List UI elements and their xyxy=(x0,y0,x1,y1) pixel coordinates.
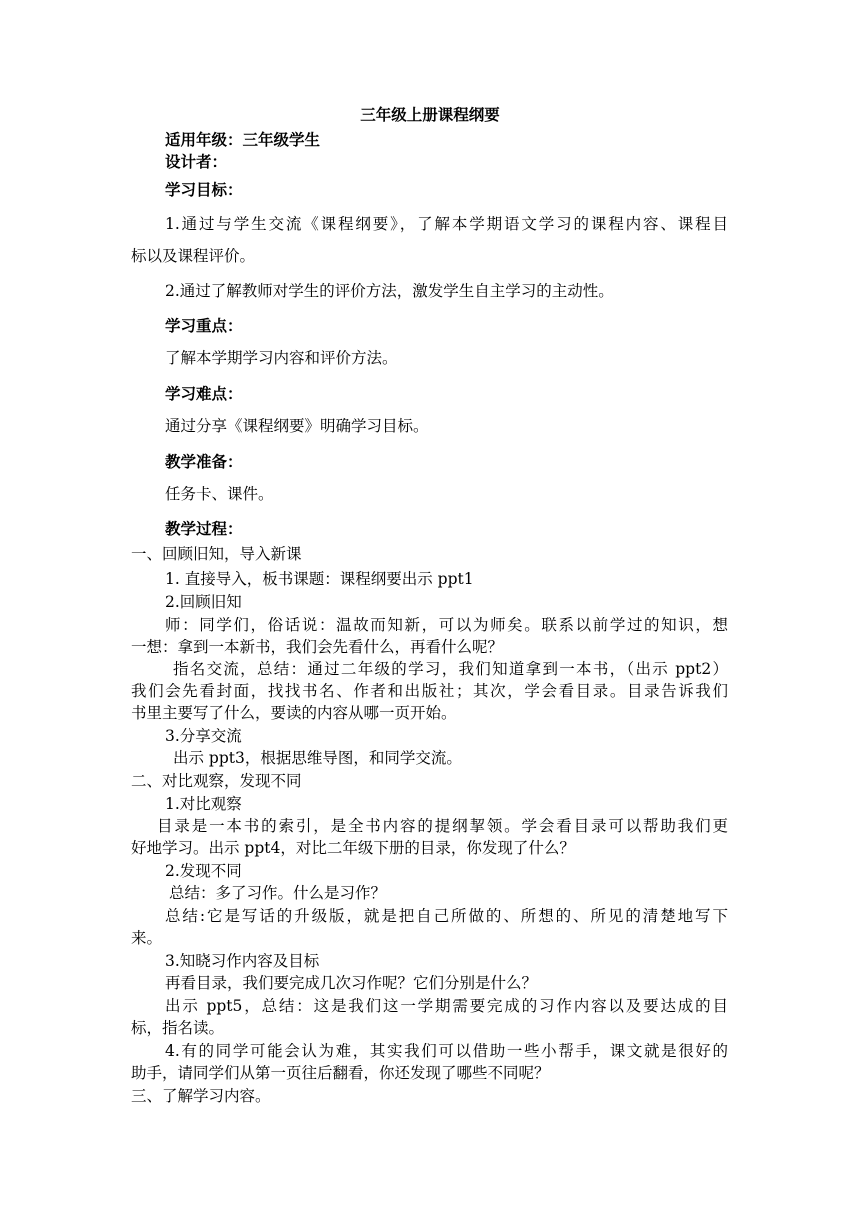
s1-paragraph-1-line-2: 一想：拿到一本新书，我们会先看什么，再看什么呢？ xyxy=(131,638,504,656)
s1-paragraph-2-line-2: 我们会先看封面，找找书名、作者和出版社；其次，学会看目录。目录告诉我们 xyxy=(131,682,728,700)
s1-paragraph-1-line-1: 师：同学们，俗话说：温故而知新，可以为师矣。联系以前学过的知识，想 xyxy=(165,616,728,634)
s2-item-3: 3.知晓习作内容及目标 xyxy=(165,952,320,970)
objective-1-line-2: 标以及课程评价。 xyxy=(131,247,256,265)
objective-2: 2.通过了解教师对学生的评价方法，激发学生自主学习的主动性。 xyxy=(165,282,614,300)
objective-1-line-1: 1.通过与学生交流《课程纲要》，了解本学期语文学习的课程内容、课程目 xyxy=(165,215,728,233)
s2-paragraph-3-line-1: 总结:它是写话的升级版，就是把自己所做的、所想的、所见的清楚地写下 xyxy=(165,907,728,925)
designer-label: 设计者： xyxy=(165,153,228,171)
s2-paragraph-1-line-2: 好地学习。出示 ppt4，对比二年级下册的目录，你发现了什么？ xyxy=(131,839,575,857)
s2-paragraph-1-line-1: 目录是一本书的索引，是全书内容的提纲挈领。学会看目录可以帮助我们更 xyxy=(157,817,728,835)
s2-paragraph-5-line-1: 出示 ppt5，总结：这是我们这一学期需要完成的习作内容以及要达成的目 xyxy=(165,997,728,1015)
s1-item-1: 1. 直接导入，板书课题：课程纲要出示 ppt1 xyxy=(165,570,474,588)
section-2-heading: 二、对比观察，发现不同 xyxy=(131,772,302,790)
s1-paragraph-3: 出示 ppt3，根据思维导图，和同学交流。 xyxy=(173,749,462,767)
s2-paragraph-3-line-2: 来。 xyxy=(131,929,163,947)
focus-text: 了解本学期学习内容和评价方法。 xyxy=(165,349,398,367)
section-1-heading: 一、回顾旧知，导入新课 xyxy=(131,545,302,563)
s2-item-1: 1.对比观察 xyxy=(165,795,242,813)
s2-paragraph-2: 总结：多了习作。什么是习作？ xyxy=(169,884,387,902)
prep-heading: 教学准备： xyxy=(165,453,243,471)
s2-paragraph-5-line-2: 标，指名读。 xyxy=(131,1019,225,1037)
s2-item-2: 2.发现不同 xyxy=(165,862,242,880)
s1-paragraph-2-line-1: 指名交流，总结：通过二年级的学习，我们知道拿到一本书，（出示 ppt2） xyxy=(173,660,728,678)
difficulty-text: 通过分享《课程纲要》明确学习目标。 xyxy=(165,417,429,435)
s2-item-4-line-2: 助手，请同学们从第一页往后翻看，你还发现了哪些不同呢？ xyxy=(131,1064,550,1082)
document-title: 三年级上册课程纲要 xyxy=(360,106,500,124)
s2-paragraph-4: 再看目录，我们要完成几次习作呢？它们分别是什么？ xyxy=(165,974,538,992)
process-heading: 教学过程： xyxy=(165,520,243,538)
focus-heading: 学习重点： xyxy=(165,317,243,335)
s1-item-2: 2.回顾旧知 xyxy=(165,593,242,611)
s2-item-4-line-1: 4.有的同学可能会认为难，其实我们可以借助一些小帮手，课文就是很好的 xyxy=(165,1042,728,1060)
s1-item-3: 3.分享交流 xyxy=(165,727,242,745)
difficulty-heading: 学习难点： xyxy=(165,385,243,403)
grade-label: 适用年级：三年级学生 xyxy=(165,131,321,149)
prep-text: 任务卡、课件。 xyxy=(165,485,274,503)
objectives-heading: 学习目标： xyxy=(165,181,243,199)
section-3-heading: 三、了解学习内容。 xyxy=(131,1087,271,1105)
s1-paragraph-2-line-3: 书里主要写了什么，要读的内容从哪一页开始。 xyxy=(131,704,457,722)
